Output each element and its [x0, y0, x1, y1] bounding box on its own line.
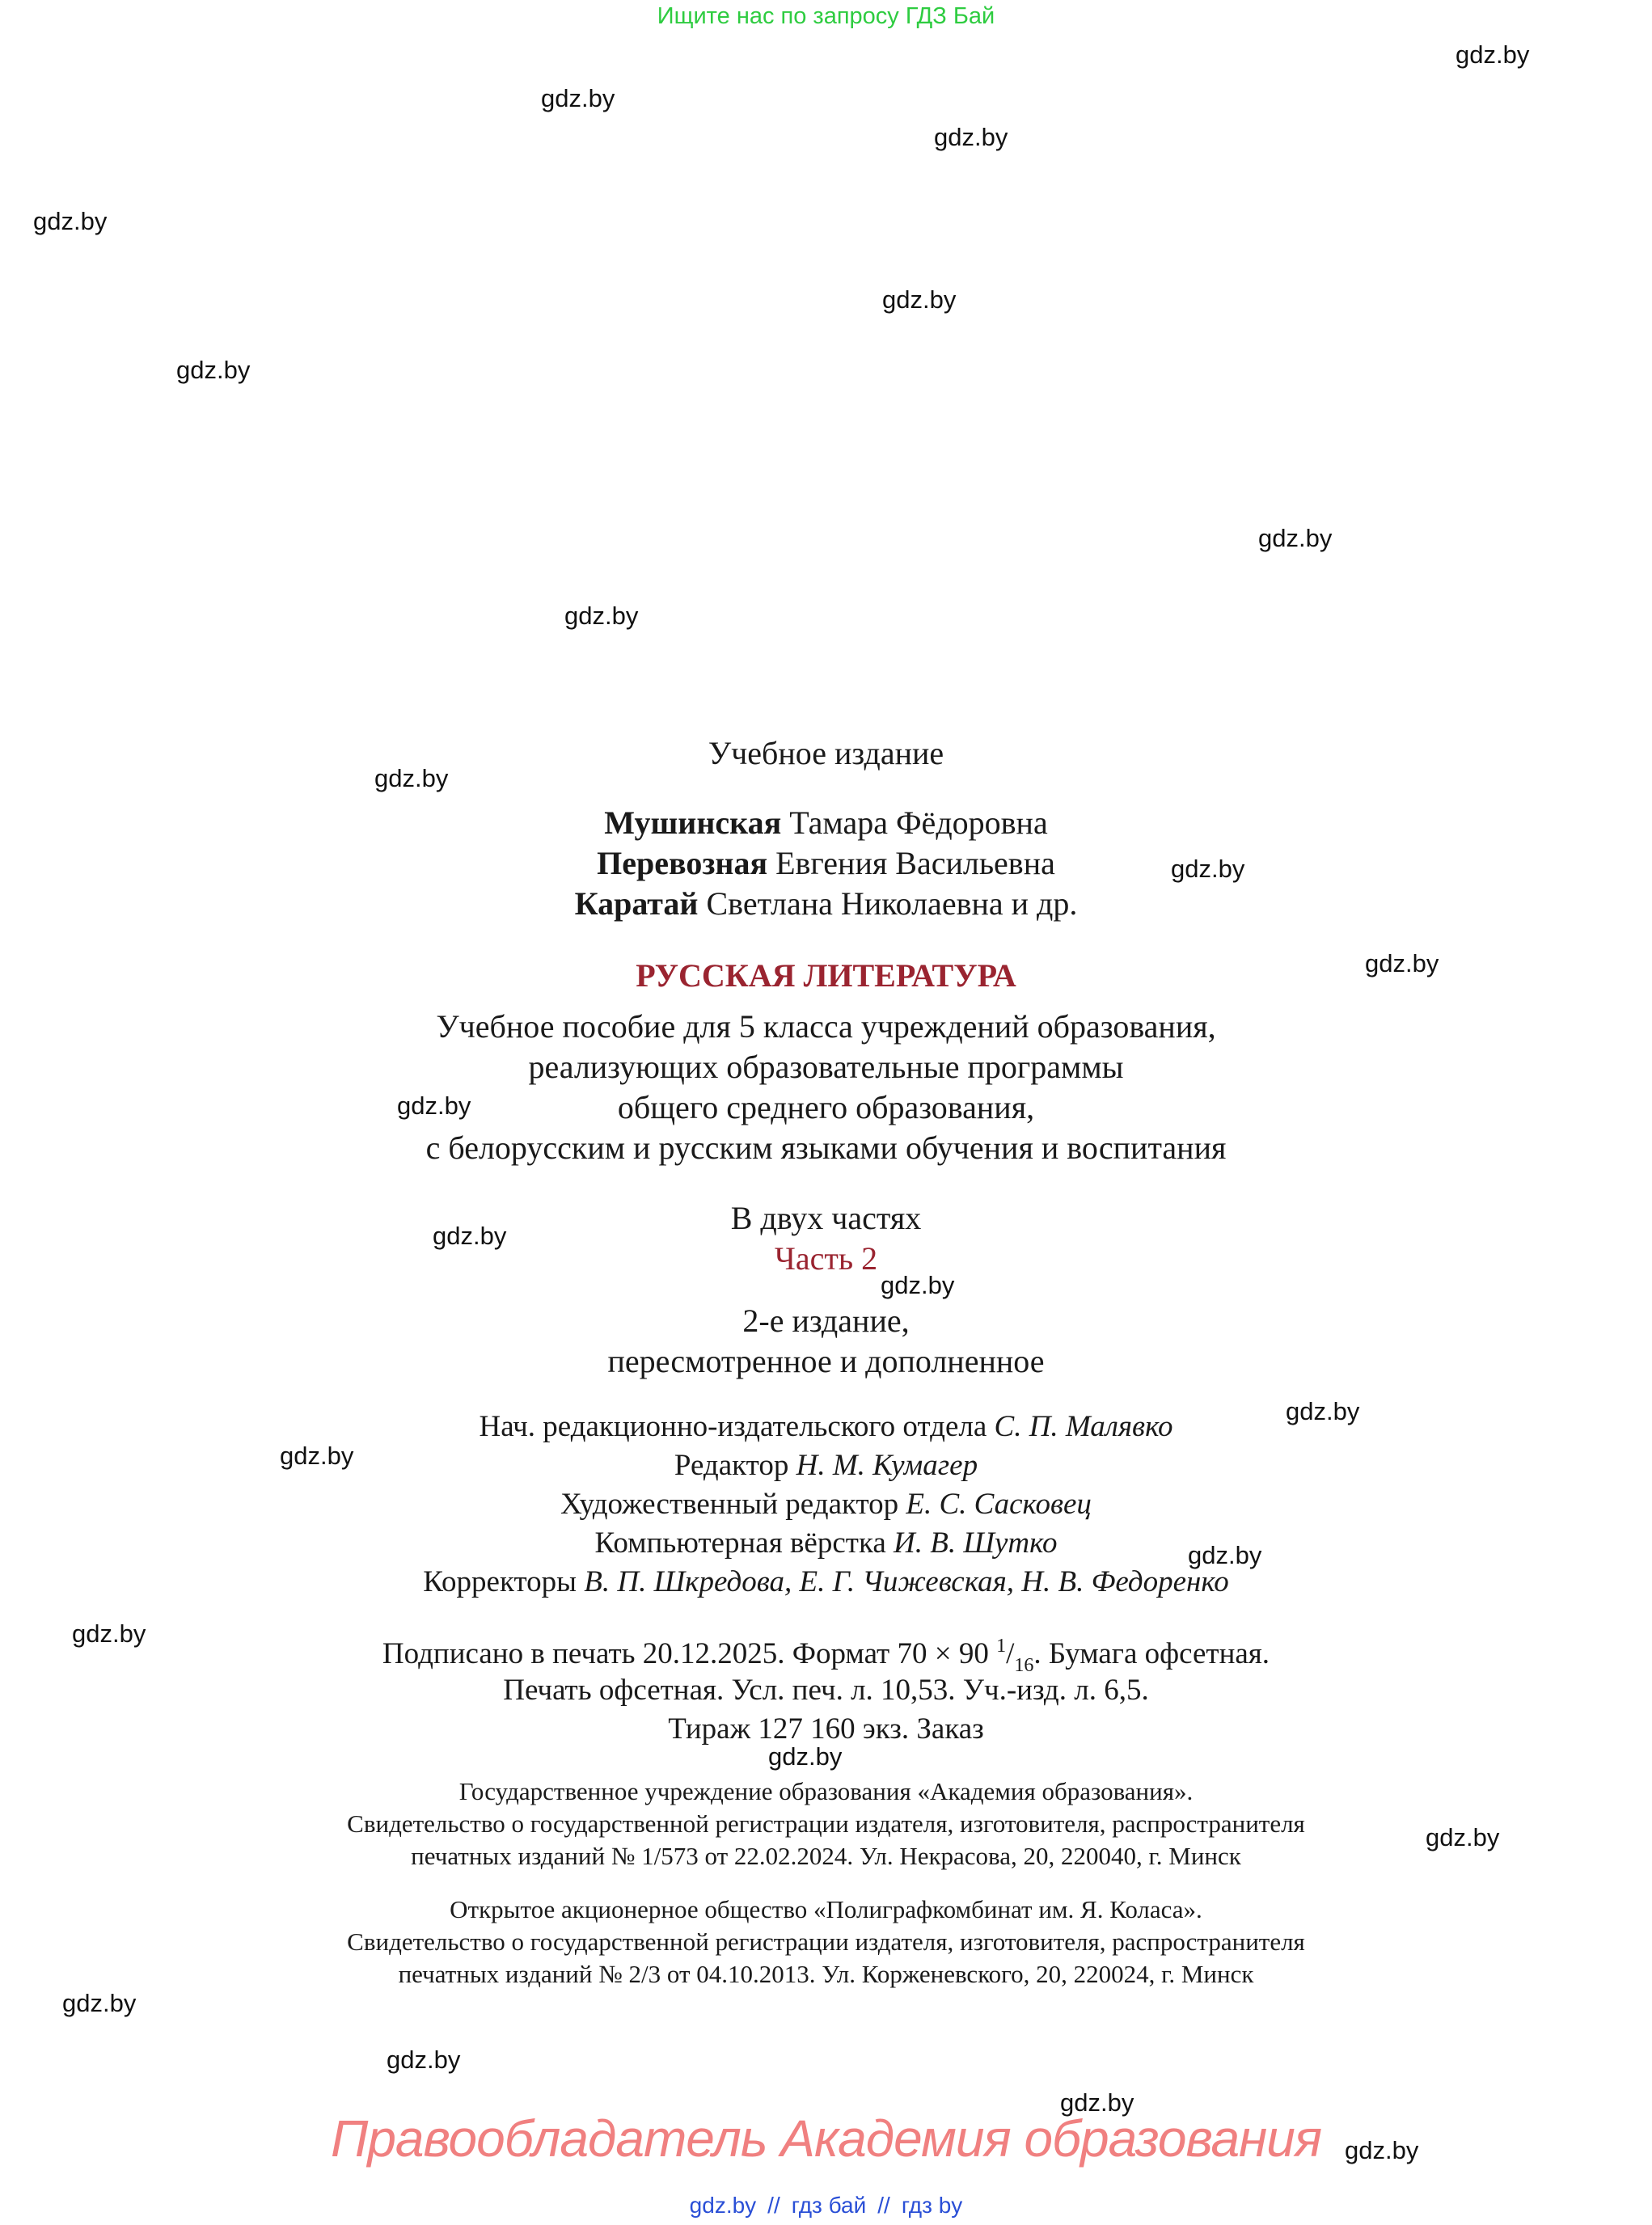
footer-link-gdz-by-cyrillic[interactable]: гдз by: [901, 2193, 963, 2218]
footer-separator: //: [767, 2193, 780, 2218]
format-fraction-denominator: 16: [1014, 1655, 1034, 1676]
footer-link-gdz-bai[interactable]: гдз бай: [791, 2193, 867, 2218]
printer-line: Открытое акционерное общество «Полиграфкомбинат им. Я. Коласа».: [450, 1895, 1202, 1923]
author-given-name: Светлана Николаевна: [706, 885, 1003, 922]
footer-separator: //: [877, 2193, 890, 2218]
staff-name: Н. М. Кумагер: [796, 1449, 978, 1482]
watermark: gdz.by: [176, 356, 251, 384]
print-info-line: Тираж 127 160 экз. Заказ: [668, 1712, 984, 1746]
watermark: gdz.by: [1188, 1541, 1262, 1569]
watermark: gdz.by: [1456, 40, 1530, 69]
subtitle-line: общего среднего образования,: [617, 1089, 1035, 1125]
watermark: gdz.by: [374, 764, 449, 792]
parts-count: В двух частях: [730, 1200, 922, 1236]
watermark: gdz.by: [280, 1442, 354, 1470]
edition-line: пересмотренное и дополненное: [607, 1343, 1045, 1379]
watermark: gdz.by: [1345, 2136, 1419, 2164]
watermark: gdz.by: [1365, 949, 1439, 977]
subtitle-line: с белорусским и русским языками обучения и воспитания: [425, 1129, 1227, 1166]
staff-role: Компьютерная вёрстка: [594, 1526, 894, 1560]
watermark: gdz.by: [397, 1091, 471, 1120]
print-info-text: Подписано в печать 20.12.2025. Формат 70 × 90: [382, 1637, 997, 1670]
top-search-banner: Ищите нас по запросу ГДЗ Бай: [657, 3, 995, 29]
footer-links: [0, 2193, 1652, 2219]
watermark: gdz.by: [881, 1271, 955, 1299]
staff-name: В. П. Шкредова, Е. Г. Чижевская, Н. В. Федоренко: [584, 1565, 1229, 1598]
watermark: gdz.by: [1286, 1397, 1360, 1425]
watermark: gdz.by: [1171, 855, 1245, 883]
staff-line: [0, 1567, 1652, 1597]
staff-name: С. П. Малявко: [994, 1410, 1173, 1443]
watermark: gdz.by: [33, 207, 108, 235]
staff-line: [0, 1489, 1652, 1519]
book-title: РУССКАЯ ЛИТЕРАТУРА: [636, 957, 1016, 994]
author-suffix: и др.: [1003, 885, 1078, 922]
watermark: gdz.by: [62, 1989, 137, 2017]
staff-role: Нач. редакционно-издательского отдела: [479, 1410, 995, 1443]
watermark: gdz.by: [934, 123, 1008, 151]
part-number: Часть 2: [774, 1240, 878, 1277]
author-surname: Каратай: [574, 885, 699, 922]
staff-line: [0, 1528, 1652, 1558]
printer-line: Свидетельство о государственной регистрации издателя, изготовителя, распространителя: [347, 1927, 1305, 1956]
rights-holder-notice: Правообладатель Академия образования: [330, 2109, 1322, 2168]
print-info-text: . Бумага офсетная.: [1033, 1637, 1270, 1670]
staff-line: [0, 1412, 1652, 1442]
edition-type-heading: Учебное издание: [708, 735, 944, 771]
edition-line: 2-е издание,: [742, 1302, 910, 1339]
author-line: [0, 885, 1652, 922]
staff-role: Редактор: [674, 1449, 796, 1482]
watermark: gdz.by: [768, 1742, 843, 1771]
staff-role: Художественный редактор: [560, 1488, 906, 1521]
author-given-name: Тамара Фёдоровна: [789, 804, 1048, 841]
print-info-line: Подписано в печать 20.12.2025. Формат 70 × 90 $^1/_{16}$. Бумага офсетная.: [382, 1636, 1270, 1676]
author-given-name: Евгения Васильевна: [775, 845, 1055, 881]
subtitle-line: реализующих образовательные программы: [528, 1049, 1124, 1085]
watermark: gdz.by: [72, 1619, 146, 1648]
publisher-line: Свидетельство о государственной регистрации издателя, изготовителя, распространителя: [347, 1809, 1305, 1838]
staff-name: И. В. Шутко: [894, 1526, 1058, 1560]
watermark: gdz.by: [433, 1222, 507, 1250]
publisher-line: Государственное учреждение образования «Академия образования».: [458, 1777, 1194, 1805]
publisher-line: печатных изданий № 1/573 от 22.02.2024. Ул. Некрасова, 20, 220040, г. Минск: [411, 1842, 1241, 1870]
watermark: gdz.by: [1258, 524, 1333, 552]
watermark: gdz.by: [541, 84, 615, 112]
format-fraction-numerator: 1: [996, 1636, 1007, 1657]
watermark: gdz.by: [1426, 1823, 1500, 1851]
staff-name: Е. С. Сасковец: [906, 1488, 1092, 1521]
subtitle-line: Учебное пособие для 5 класса учреждений образования,: [436, 1008, 1216, 1045]
watermark: gdz.by: [1060, 2088, 1134, 2117]
footer-link-gdz-by[interactable]: gdz.by: [689, 2193, 757, 2218]
print-info-line: Печать офсетная. Усл. печ. л. 10,53. Уч.-изд. л. 6,5.: [503, 1674, 1149, 1707]
author-surname: Мушинская: [604, 804, 782, 841]
printer-line: печатных изданий № 2/3 от 04.10.2013. Ул. Корженевского, 20, 220024, г. Минск: [398, 1960, 1254, 1988]
author-surname: Перевозная: [597, 845, 768, 881]
author-line: [0, 804, 1652, 841]
watermark: gdz.by: [882, 285, 957, 314]
staff-line: [0, 1450, 1652, 1480]
watermark: gdz.by: [564, 602, 639, 630]
author-line: [0, 847, 1652, 880]
staff-role: Корректоры: [423, 1565, 585, 1598]
watermark: gdz.by: [387, 2046, 461, 2074]
